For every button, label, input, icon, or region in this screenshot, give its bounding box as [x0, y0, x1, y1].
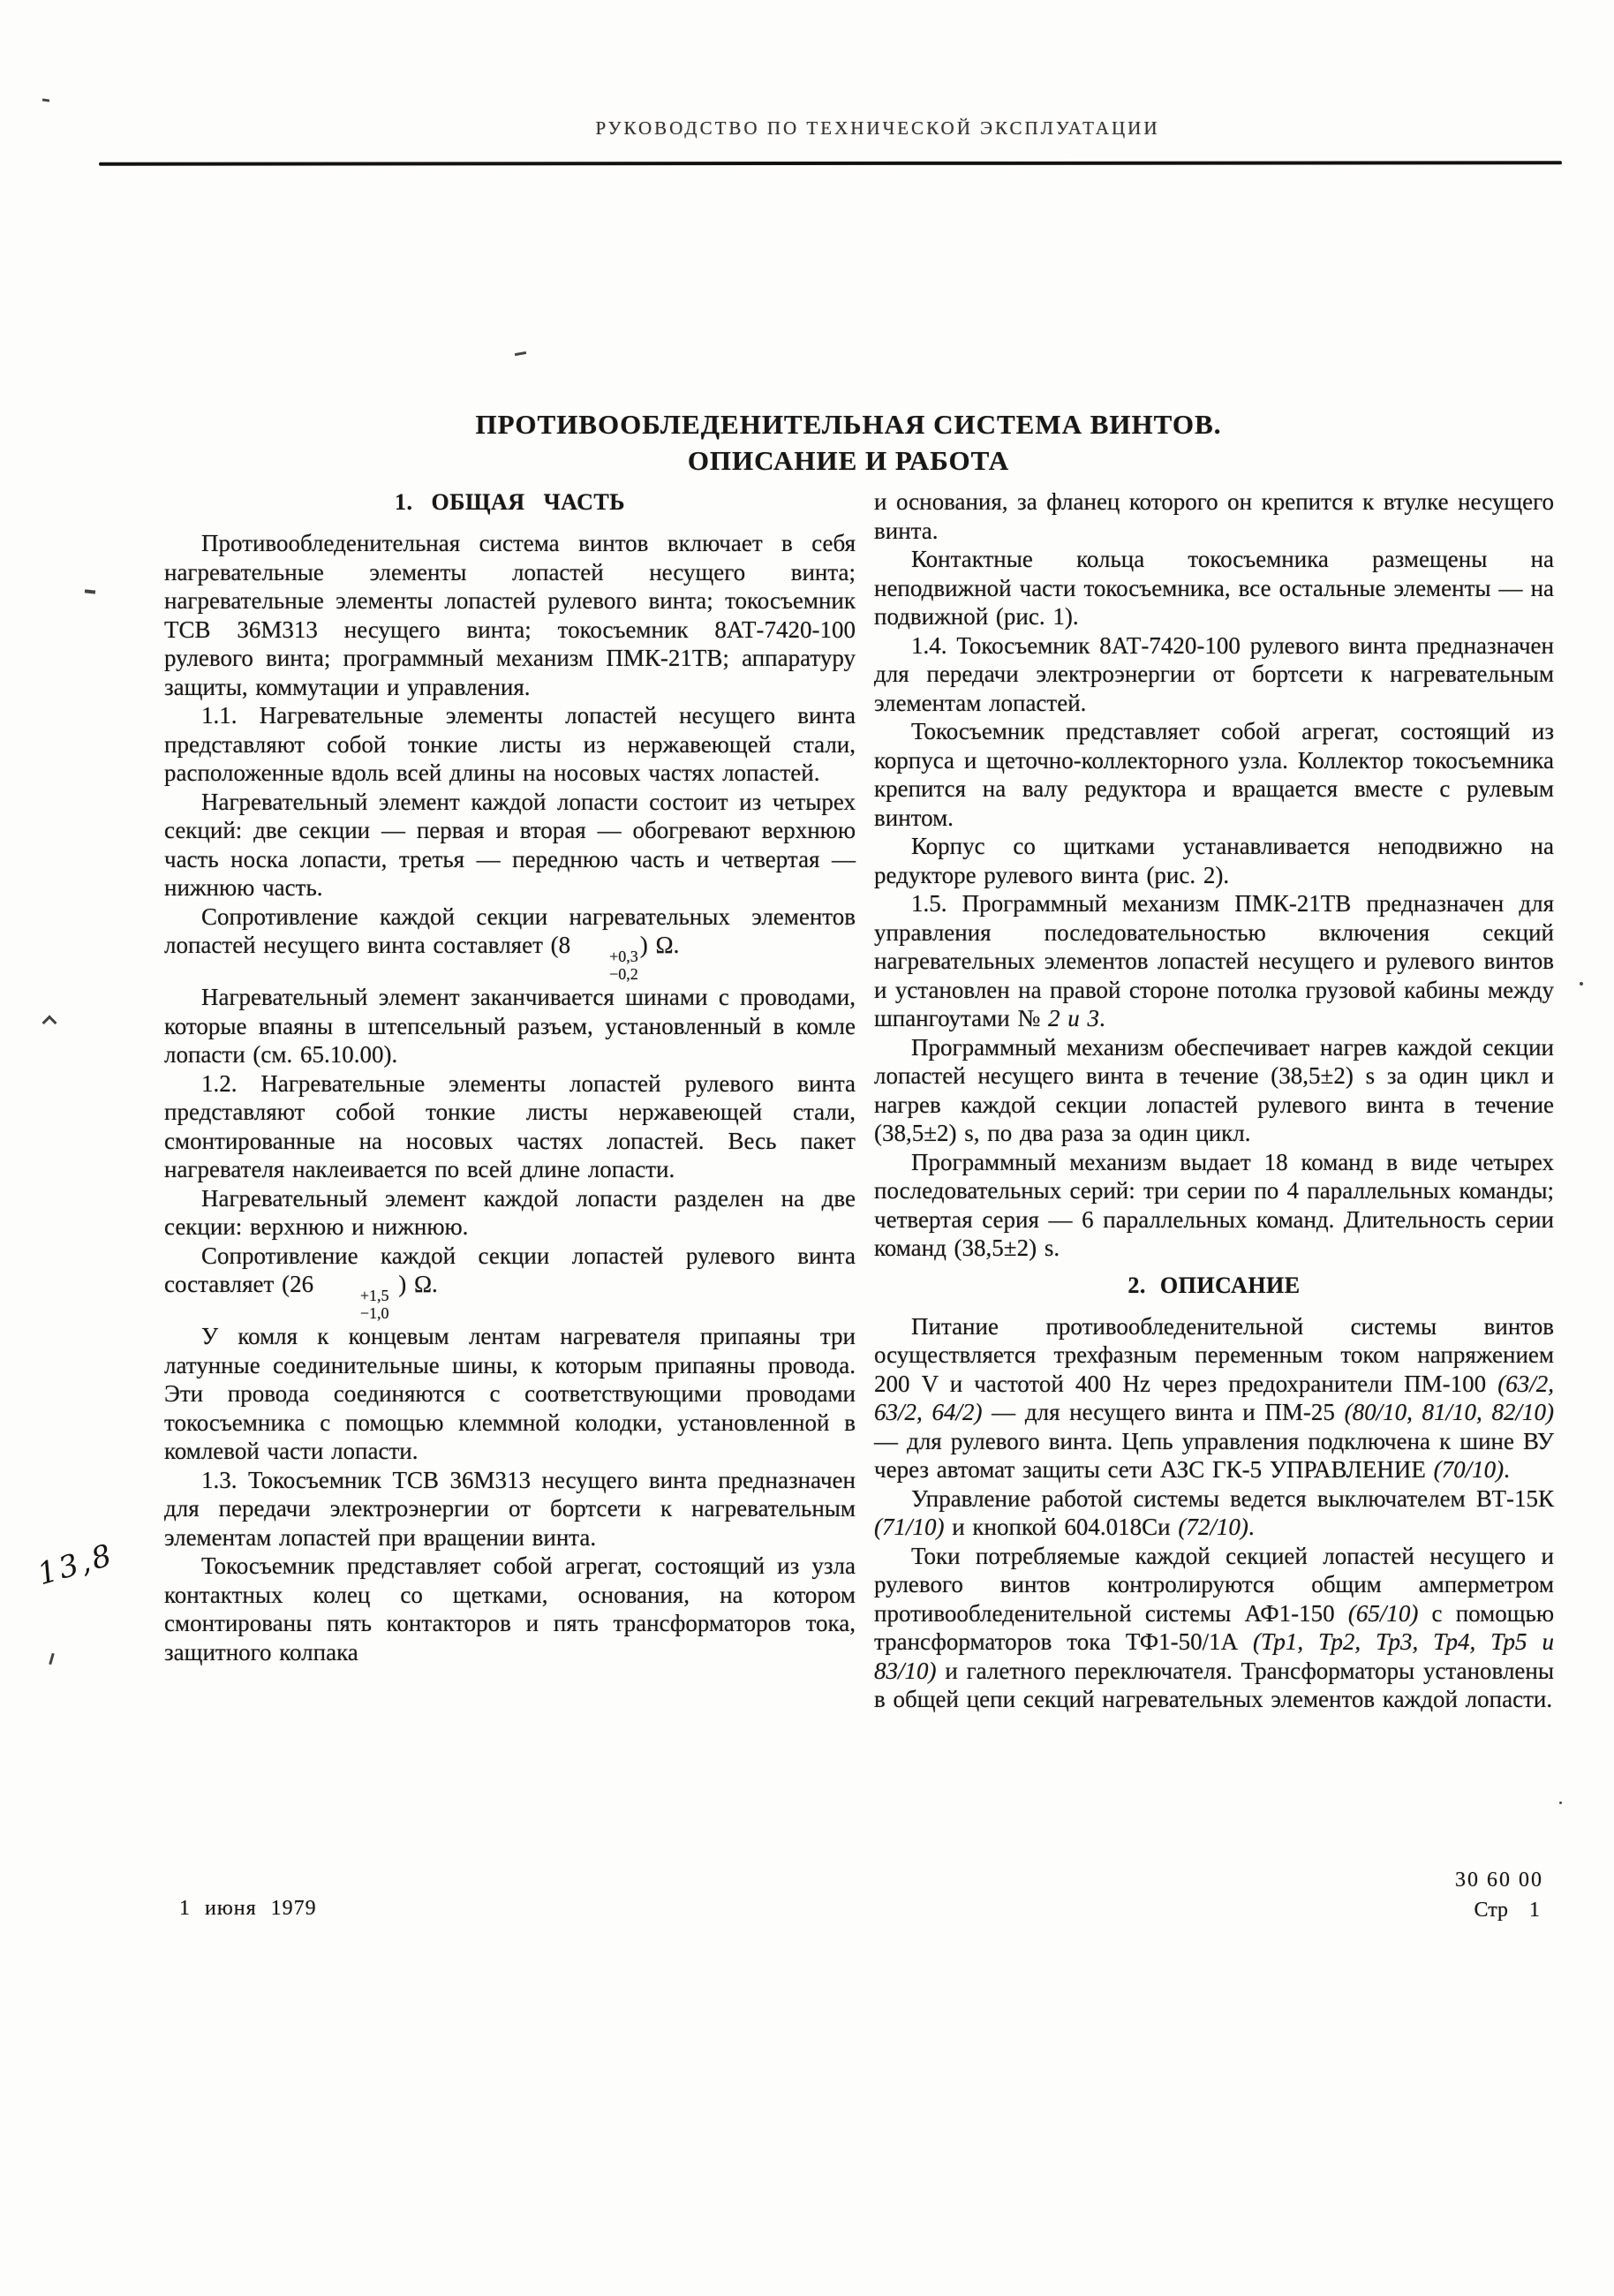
paragraph-text: — для рулевого винта. Цепь управления подключена к шине ВУ через автомат защиты сети АЗС ГК-5 УПРАВЛЕНИЕ	[874, 1427, 1554, 1483]
paragraph-text: Управление работой системы ведется выключателем ВТ-15К	[911, 1484, 1554, 1512]
paragraph-1-4: 1.4. Токосъемник 8АТ-7420-100 рулевого винта предназначен для передачи электроэнергии от бортсети к нагревательным элементам лопастей.	[874, 631, 1554, 716]
formula-tolerance	[572, 948, 638, 983]
title-line-1: ПРОТИВООБЛЕДЕНИТЕЛЬНАЯ СИСТЕМА ВИНТОВ.	[475, 409, 1222, 440]
paragraph-text: .	[1504, 1456, 1510, 1483]
paragraph-1-5	[874, 889, 1554, 1033]
paragraph-1-1: 1.1. Нагревательные элементы лопастей несущего винта представляют собой тонкие листы из нержавеющей стали, расположенные вдоль всей длины на носовых частях лопастей.	[164, 702, 856, 786]
paragraph-resistance-main-rotor	[164, 903, 856, 984]
formula-sup: +0,3	[609, 947, 638, 965]
paragraph-power-supply	[874, 1312, 1554, 1484]
paragraph-contact-rings: Контактные кольца токосъемника размещены на неподвижной части токосъемника, все остальные элементы — на подвижной (рис. 1).	[874, 546, 1554, 630]
frame-numbers-italic: 2 и 3	[1047, 1005, 1099, 1031]
resistance-formula-main	[550, 932, 680, 984]
title-line-2: ОПИСАНИЕ И РАБОТА	[687, 445, 1010, 476]
paragraph-text: Сопротивление каждой секции лопастей рулевого винта составляет	[164, 1242, 856, 1298]
paragraph-slip-ring-unit: Токосъемник представляет собой агрегат, состоящий из узла контактных колец со щетками, основания, на котором смонтированы пять контакторов и пять трансформаторов тока, защитного колпака	[164, 1552, 856, 1665]
scan-artifact	[1580, 982, 1583, 986]
section-heading-general: 1. ОБЩАЯ ЧАСТЬ	[395, 489, 625, 515]
right-column	[874, 487, 1554, 1714]
breaker-ref-italic: (70/10)	[1433, 1456, 1505, 1483]
paragraph-heating-cycle: Программный механизм обеспечивает нагрев каждой секции лопастей несущего винта в течение (38,5±2) s за один цикл и нагрев каждой секции лопастей рулевого винта в течение (38,5±2) s, по два раза за один цикл.	[874, 1033, 1554, 1146]
scan-artifact	[85, 589, 95, 593]
footer-page-number: Стр 1	[1474, 1899, 1540, 1922]
handwritten-margin-note: 13,8	[34, 1537, 118, 1593]
scan-artifact	[42, 1016, 57, 1031]
paragraph-current-monitoring	[874, 1542, 1554, 1714]
formula-sub: −0,2	[609, 965, 638, 984]
paragraph-brass-buses: У комля к концевым лентам нагревателя припаяны три латунные соединительные шины, к которым припаяны провода. Эти провода соединяются с соответствующими проводами токосъемника с помощью клеммной колодки, установленной в комлевой части лопасти.	[164, 1323, 856, 1465]
paragraph-text: и галетного переключателя. Трансформаторы установлены в общей цепи секций нагревательных элементов каждой лопасти.	[874, 1657, 1554, 1712]
footer-date: 1 июня 1979	[179, 1897, 317, 1920]
two-column-body	[164, 487, 1554, 1714]
scan-artifact	[515, 351, 526, 356]
scan-artifact	[42, 98, 49, 102]
paragraph-1-2: 1.2. Нагревательные элементы лопастей рулевого винта представляют собой тонкие листы нержавеющей стали, смонтированные на носовых частях лопастей. Весь пакет нагревателя наклеивается по всей длине лопасти.	[164, 1069, 856, 1183]
formula-open: (8	[550, 932, 571, 958]
formula-open: (26	[282, 1271, 321, 1298]
paragraph-resistance-tail-rotor	[164, 1242, 856, 1323]
paragraph-collector: Токосъемник представляет собой агрегат, состоящий из корпуса и щеточно-коллекторного узла. Коллектор токосъемника крепится на валу редуктора и вращается вместе с рулевым винтом.	[874, 718, 1554, 831]
section-heading-description: 2. ОПИСАНИЕ	[1128, 1272, 1301, 1298]
paragraph-text: Сопротивление каждой секции нагревательных элементов лопастей несущего винта составляет	[164, 903, 856, 958]
formula-sub: −1,0	[359, 1304, 389, 1323]
scan-artifact	[1559, 1801, 1562, 1804]
paragraph-text: — для несущего винта и ПМ-25	[982, 1399, 1345, 1425]
paragraph-heater-sections: Нагревательный элемент каждой лопасти состоит из четырех секций: две секции — первая и вторая — обогревают верхнюю часть носка лопасти, третья — переднюю часть и четвертая — нижнюю часть.	[164, 788, 856, 901]
paragraph-two-sections: Нагревательный элемент каждой лопасти разделен на две секции: верхнюю и нижнюю.	[164, 1184, 856, 1241]
running-header: РУКОВОДСТВО ПО ТЕХНИЧЕСКОЙ ЭКСПЛУАТАЦИИ	[595, 117, 1160, 139]
paragraph-text: и кнопкой 604.018Си	[944, 1514, 1179, 1540]
paragraph-system-components: Противообледенительная система винтов включает в себя нагревательные элементы лопастей несущего винта; нагревательные элементы лопастей рулевого винта; токосъемник ТСВ 36М313 несущего винта; токосъемник 8АТ-7420-100 рулевого винта; программный механизм ПМК-21ТВ; аппаратуру защиты, коммутации и управления.	[164, 530, 856, 700]
paragraph-commands: Программный механизм выдает 18 команд в виде четырех последовательных серий: три серии по 4 параллельных команды; четвертая серия — 6 параллельных команд. Длительность серии команд (38,5±2) s.	[874, 1148, 1554, 1261]
paragraph-text: 1.5. Программный механизм ПМК-21ТВ предназначен для управления последовательностью включения секций нагревательных элементов лопастей несущего и рулевого винтов и установлен на правой стороне потолка грузовой кабины между шпангоутами №	[874, 890, 1554, 1031]
fuse-ref-italic: (80/10, 81/10, 82/10)	[1344, 1399, 1554, 1425]
button-ref-italic: (72/10)	[1178, 1514, 1248, 1540]
header-rule	[99, 161, 1562, 165]
paragraph-text: с помощью трансформаторов тока ТФ1-50/1А	[874, 1599, 1554, 1655]
scan-artifact	[49, 1653, 54, 1665]
document-title	[83, 406, 1614, 479]
resistance-formula-tail	[282, 1271, 438, 1323]
paragraph-1-3: 1.3. Токосъемник ТСВ 36М313 несущего винта предназначен для передачи электроэнергии от бортсети к нагревательным элементам лопастей при вращении винта.	[164, 1466, 856, 1551]
transformer-refs-italic: (Тр1, Тр2, Тр3, Тр4, Тр5 и 83/10)	[874, 1628, 1554, 1684]
formula-tolerance	[323, 1287, 389, 1322]
formula-close: ) Ω.	[390, 1271, 438, 1298]
paragraph-text: Токи потребляемые каждой секцией лопастей несущего и рулевого винтов контролируются общим амперметром противообледенительной системы АФ1-150	[874, 1542, 1554, 1627]
paragraph-heater-buses: Нагревательный элемент заканчивается шинами с проводами, которые впаяны в штепсельный разъем, установленный в комле лопасти (см. 65.10.00).	[164, 984, 856, 1069]
formula-close: ) Ω.	[639, 932, 680, 958]
paragraph-continuation: и основания, за фланец которого он крепится к втулке несущего винта.	[874, 488, 1554, 544]
paragraph-text: Питание противообледенительной системы винтов осуществляется трехфазным переменным током напряжением 200 V и частотой 400 Hz через предохранители ПМ-100	[874, 1312, 1554, 1397]
left-column	[164, 487, 856, 1714]
paragraph-text: .	[1098, 1005, 1105, 1031]
formula-sup: +1,5	[359, 1287, 389, 1305]
fuse-ref-italic: (63/2, 63/2, 64/2)	[874, 1370, 1554, 1425]
paragraph-control	[874, 1484, 1554, 1542]
ammeter-ref-italic: (65/10)	[1347, 1599, 1419, 1627]
paragraph-text: .	[1248, 1514, 1255, 1540]
paragraph-housing: Корпус со щитками устанавливается неподвижно на редукторе рулевого винта (рис. 2).	[874, 833, 1554, 888]
switch-ref-italic: (71/10)	[874, 1514, 945, 1540]
footer-doc-number: 30 60 00	[1455, 1869, 1543, 1892]
